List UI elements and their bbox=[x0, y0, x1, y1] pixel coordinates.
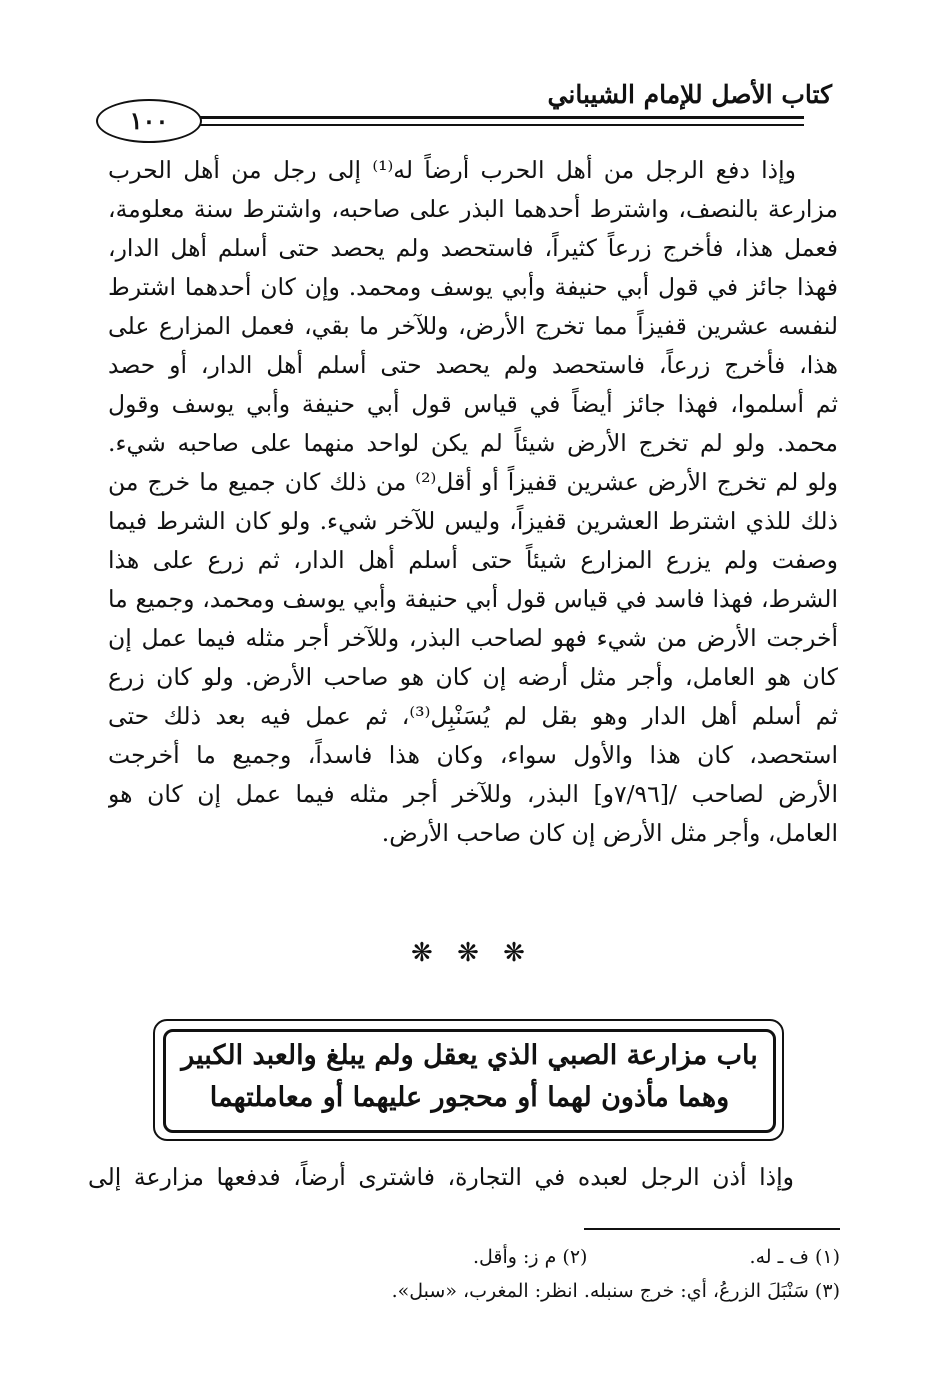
text-line: وإذا أذن الرجل لعبده في التجارة، فاشترى أرضاً، فدفعها مزارعة إلى bbox=[88, 1163, 794, 1191]
text-line: أخرجت الأرض من شيء فهو لصاحب البذر، وللآخر أجر مثله فيما عمل إن bbox=[108, 624, 838, 652]
chapter-title-line: وهما مأذون لهما أو محجور عليهما أو معاملتهما bbox=[209, 1082, 730, 1113]
header-rule bbox=[104, 116, 804, 119]
section-separator: ❋ ❋ ❋ bbox=[411, 938, 533, 968]
text-line: ثم أسلم أهل الدار وهو بقل لم يُسَنْبِل⁽³⁾، ثم عمل فيه بعد ذلك حتى bbox=[108, 702, 838, 730]
footnote-1: (١) ف ـ له. bbox=[749, 1246, 840, 1268]
text-line: محمد. ولو لم تخرج الأرض شيئاً لم يكن لواحد منهما على صاحبه شيء. bbox=[108, 429, 838, 457]
text-line: وإذا دفع الرجل من أهل الحرب أرضاً له⁽¹⁾ إلى رجل من أهل الحرب bbox=[108, 156, 796, 184]
chapter-title bbox=[163, 1035, 776, 1119]
text-line: ثم أسلموا، فهذا جائز أيضاً في قياس قول أبي حنيفة وأبي يوسف وقول bbox=[108, 390, 838, 418]
text-line: فهذا جائز في قول أبي حنيفة وأبي يوسف ومحمد. وإن كان أحدهما اشترط bbox=[108, 273, 838, 301]
footnote-row bbox=[160, 1240, 840, 1274]
continuation-paragraph bbox=[88, 1158, 836, 1197]
text-line: الشرط، فهذا فاسد في قياس قول أبي حنيفة وأبي يوسف ومحمد، وجميع ما bbox=[108, 585, 838, 613]
text-line: كان هو العامل، وأجر مثل أرضه إن كان هو صاحب الأرض. ولو كان زرع bbox=[108, 663, 838, 691]
text-line: وصفت ولم يزرع المزارع شيئاً حتى أسلم أهل الدار، ثم زرع على هذا bbox=[108, 546, 838, 574]
running-header-title: كتاب الأصل للإمام الشيباني bbox=[547, 80, 832, 109]
text-line: مزارعة بالنصف، واشترط أحدهما البذر على صاحبه، واشترط سنة معلومة، bbox=[108, 195, 838, 223]
text-line: الأرض لصاحب /[٧/٩٦و] البذر، وللآخر أجر مثله فيما عمل إن كان هو bbox=[108, 780, 838, 808]
text-line: ذلك للذي اشترط العشرين قفيزاً، وليس للآخر شيء. ولو كان الشرط فيما bbox=[108, 507, 838, 535]
page-number: ١٠٠ bbox=[96, 99, 202, 143]
text-line: العامل، وأجر مثل الأرض إن كان صاحب الأرض. bbox=[381, 819, 838, 847]
text-line: استحصد، كان هذا والأول سواء، وكان هذا فاسداً، وجميع ما أخرجت bbox=[108, 741, 838, 769]
chapter-title-line: باب مزارعة الصبي الذي يعقل ولم يبلغ والعبد الكبير bbox=[181, 1040, 758, 1071]
footnote-rule bbox=[584, 1228, 840, 1230]
text-line: لنفسه عشرين قفيزاً مما تخرج الأرض، وللآخر ما بقي، فعمل المزارع على bbox=[108, 312, 838, 340]
header-rule-thin bbox=[104, 124, 804, 126]
footnotes bbox=[160, 1240, 840, 1308]
text-line: هذا، فأخرج زرعاً، فاستحصد ولم يحصد حتى أسلم أهل الدار، أو حصد bbox=[108, 351, 838, 379]
footnote-3: (٣) سَنْبَلَ الزرعُ، أي: خرج سنبله. انظر: المغرب، «سبل». bbox=[391, 1280, 840, 1302]
text-line: ولو لم تخرج الأرض عشرين قفيزاً أو أقل⁽²⁾ من ذلك كان جميع ما خرج من bbox=[108, 468, 838, 496]
main-paragraph bbox=[108, 151, 838, 853]
footnote-row bbox=[160, 1274, 840, 1308]
text-line: فعمل هذا، فأخرج زرعاً كثيراً، فاستحصد ولم يحصد حتى أسلم أهل الدار، bbox=[108, 234, 838, 262]
footnote-2: (٢) م ز: وأقل. bbox=[472, 1246, 588, 1268]
